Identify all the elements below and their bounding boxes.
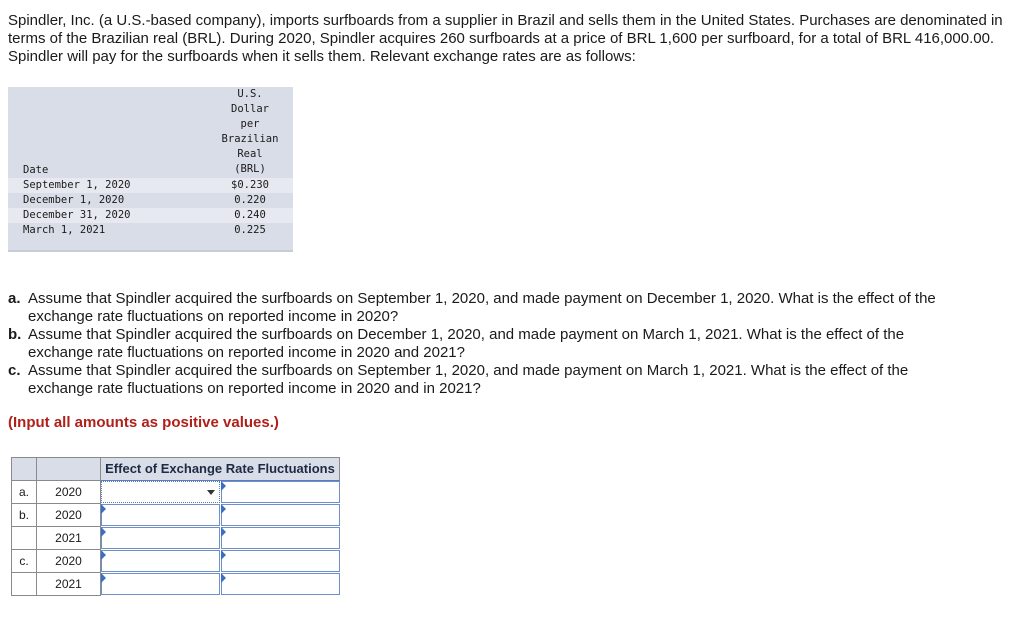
amount-field[interactable] [222,505,339,525]
effect-type-select[interactable] [102,528,219,548]
input-marker-icon [221,573,226,583]
input-marker-icon [221,481,226,491]
question-b: b. Assume that Spindler acquired the surfboards on December 1, 2020, and made payment on March 1, 2021. What is the effect of the exchange rate fluctuations on reported income in 2020 and 2021? [8,326,905,361]
amount-field[interactable] [222,482,339,502]
input-instruction: (Input all amounts as positive values.) [8,414,279,431]
rate-date: December 31, 2020 [23,209,131,221]
row-letter: a. [11,480,37,504]
amount-input[interactable] [221,550,340,572]
input-marker-icon [221,504,226,514]
row-letter: b. [11,503,37,527]
table-row [8,178,293,193]
chevron-down-icon[interactable] [207,490,215,495]
row-year: 2020 [36,549,101,573]
row-year: 2021 [36,572,101,596]
effect-type-dropdown[interactable] [101,550,220,572]
input-marker-icon [101,573,106,583]
effect-type-select[interactable] [102,505,219,525]
row-year: 2020 [36,503,101,527]
question-c: c. Assume that Spindler acquired the surfboards on September 1, 2020, and made payment on March 1, 2021. What is the effect of the exchange rate fluctuations on reported income in 2020 and in 2021? [8,362,909,397]
effect-type-select[interactable] [102,482,219,502]
question-list [8,290,968,398]
rate-column-header: U.S. Dollar per Brazilian Real (BRL) [221,88,279,175]
amount-input[interactable] [221,481,340,503]
input-marker-icon [221,527,226,537]
table-row [8,193,293,208]
input-marker-icon [101,504,106,514]
rate-value: $0.230 [231,179,269,191]
input-marker-icon [101,527,106,537]
table-row [8,208,293,223]
effect-type-dropdown[interactable] [101,481,220,503]
amount-input[interactable] [221,504,340,526]
table-row [8,223,293,238]
rate-date: December 1, 2020 [23,194,125,206]
effect-type-dropdown[interactable] [101,504,220,526]
grid-corner-cell [11,457,37,481]
rate-value: 0.225 [234,224,266,236]
amount-field[interactable] [222,551,339,571]
effect-column-header: Effect of Exchange Rate Fluctuations [100,457,340,481]
rate-value: 0.220 [234,194,266,206]
exchange-rate-table [8,87,293,252]
amount-field[interactable] [222,574,339,594]
input-marker-icon [221,550,226,560]
problem-intro: Spindler, Inc. (a U.S.-based company), imports surfboards from a supplier in Brazil and sells them in the United States. Purchases are denominated in terms of the Brazilian real (BRL). During 2020, Spindler acquires 260 surfboards at a price of BRL 1,600 per surfboard, for a total of BRL 416,000.00. Spindler will pay for the surfboards when it sells them. Relevant exchange rates are as follows: [8,12,1003,65]
amount-input[interactable] [221,527,340,549]
rate-value: 0.240 [234,209,266,221]
rate-date: September 1, 2020 [23,179,131,191]
row-letter: c. [11,549,37,573]
input-marker-icon [101,550,106,560]
date-column-header: Date [23,164,49,176]
row-letter [11,572,37,596]
amount-input[interactable] [221,573,340,595]
effect-type-select[interactable] [102,551,219,571]
question-a: a. Assume that Spindler acquired the surfboards on September 1, 2020, and made payment on December 1, 2020. What is the effect of the exchange rate fluctuations on reported income in 2020? [8,290,936,325]
row-year: 2021 [36,526,101,550]
effect-type-dropdown[interactable] [101,527,220,549]
effect-type-dropdown[interactable] [101,573,220,595]
rate-date: March 1, 2021 [23,224,106,236]
effect-type-select[interactable] [102,574,219,594]
row-letter [11,526,37,550]
row-year: 2020 [36,480,101,504]
amount-field[interactable] [222,528,339,548]
grid-year-header [36,457,101,481]
